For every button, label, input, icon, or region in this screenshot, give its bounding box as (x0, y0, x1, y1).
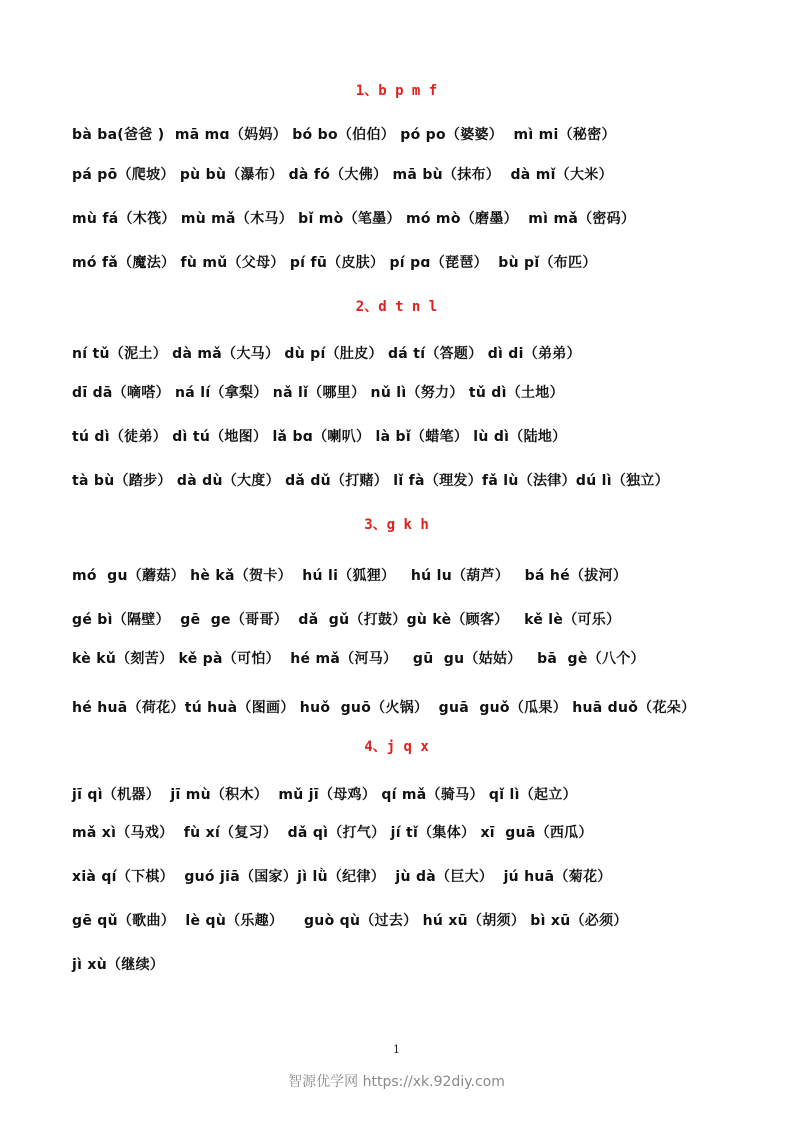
word-line: dī dā（嘀嗒） ná lí（拿梨） nǎ lǐ（哪里） nǔ lì（努力） tǔ dì（土地） (72, 385, 564, 401)
word-line: tà bù（踏步） dà dù（大度） dǎ dǔ（打赌） lǐ fà（理发）fǎ lù（法律）dú lì（独立） (72, 473, 670, 489)
word-line: bà ba(爸爸 ) mā mɑ（妈妈） bó bo（伯伯） pó po（婆婆） mì mi（秘密） (72, 127, 616, 143)
section-heading-jqx: 4、j q x (364, 739, 429, 755)
word-line: hé huā（荷花）tú huà（图画） huǒ guō（火锅） guā guǒ（瓜果） huā duǒ（花朵） (72, 700, 696, 716)
word-line: mó fǎ（魔法） fù mǔ（父母） pí fū（皮肤） pí pɑ（琵琶） bù pǐ（布匹） (72, 255, 597, 271)
word-line: mó gu（蘑菇） hè kǎ（贺卡） hú li（狐狸） hú lu（葫芦） bá hé（拔河） (72, 568, 628, 584)
site-watermark: 智源优学网 https://xk.92diy.com (288, 1074, 505, 1090)
word-line: gé bì（隔壁） gē ge（哥哥） dǎ gǔ（打鼓）gù kè（顾客） kě lè（可乐） (72, 612, 621, 628)
word-line: ní tǔ（泥土） dà mǎ（大马） dù pí（肚皮） dá tí（答题） dì di（弟弟） (72, 346, 581, 362)
word-line: kè kǔ（刻苦） kě pà（可怕） hé mǎ（河马） gū gu（姑姑） bā gè（八个） (72, 651, 645, 667)
word-line: mǎ xì（马戏） fù xí（复习） dǎ qì（打气） jí tǐ（集体） xī guā（西瓜） (72, 825, 593, 841)
word-line: tú dì（徒弟） dì tú（地图） lǎ bɑ（喇叭） là bǐ（蜡笔） lù dì（陆地） (72, 429, 567, 445)
section-heading-gkh: 3、g k h (364, 517, 429, 533)
word-line: jī qì（机器） jī mù（积木） mǔ jī（母鸡） qí mǎ（骑马） qǐ lì（起立） (72, 787, 577, 803)
word-line: mù fá（木筏） mù mǎ（木马） bǐ mò（笔墨） mó mò（磨墨） mì mǎ（密码） (72, 211, 636, 227)
word-line: xià qí（下棋） guó jiā（国家）jì lǜ（纪律） jù dà（巨大） jú huā（菊花） (72, 869, 612, 885)
word-line: pá pō（爬坡） pù bù（瀑布） dà fó（大佛） mā bù（抹布） dà mǐ（大米） (72, 167, 613, 183)
page-number: 1 (393, 1043, 400, 1056)
section-heading-bpmf: 1、b p m f (355, 83, 438, 99)
word-line: gē qǔ（歌曲） lè qù（乐趣） guò qù（过去） hú xū（胡须） bì xū（必须） (72, 913, 628, 929)
word-line: jì xù（继续） (72, 957, 165, 973)
section-heading-dtnl: 2、d t n l (355, 299, 438, 315)
